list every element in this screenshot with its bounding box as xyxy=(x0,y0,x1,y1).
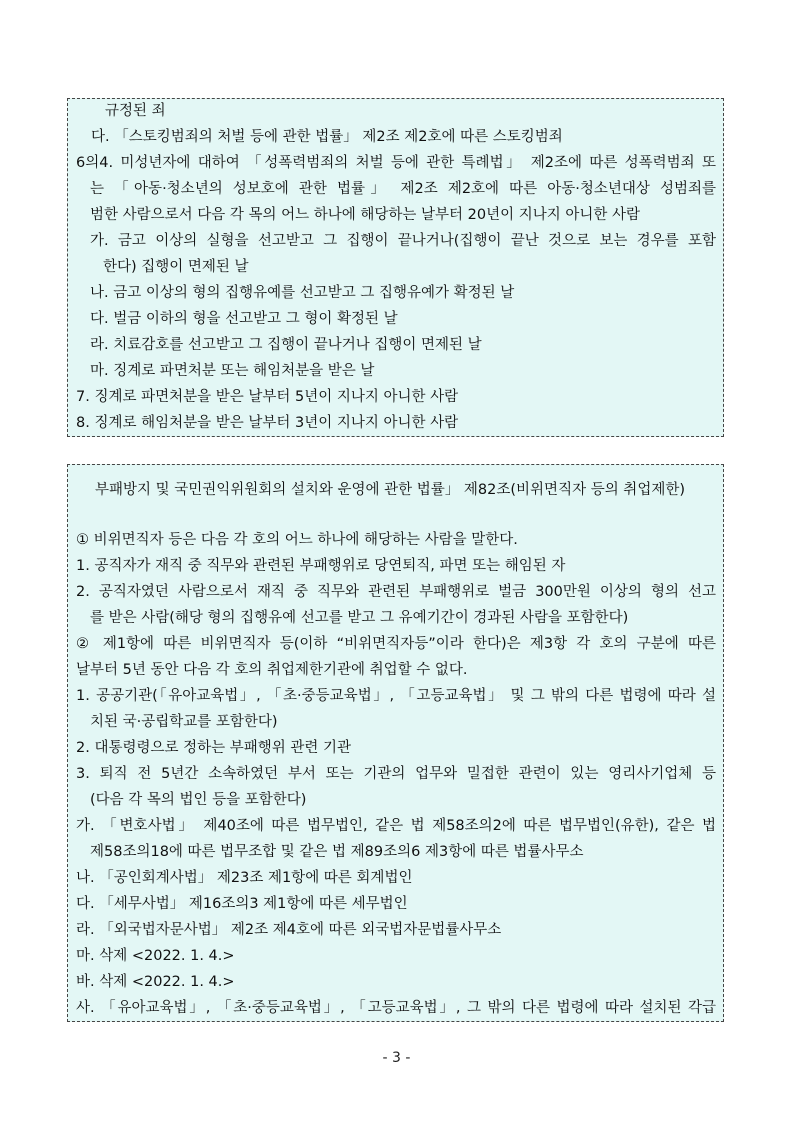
text-line: 치된 국·공립학교를 포함한다) xyxy=(90,714,278,730)
text-line: 마. 삭제 <2022. 1. 4.> xyxy=(76,948,235,964)
text-line: 제58조의18에 따른 법무조합 및 같은 법 제89조의6 제3항에 따른 법률사무소 xyxy=(90,844,584,860)
text-line: 2. 대통령령으로 정하는 부패행위 관련 기관 xyxy=(76,740,351,756)
text-line: 다. 「세무사법」 제16조의3 제1항에 따른 세무법인 xyxy=(76,896,408,912)
text-line: 날부터 5년 동안 다음 각 호의 취업제한기관에 취업할 수 없다. xyxy=(76,662,468,678)
text-line: 범한 사람으로서 다음 각 목의 어느 하나에 해당하는 날부터 20년이 지나지 아니한 사람 xyxy=(90,207,640,223)
text-line: 2. 공직자였던 사람으로서 재직 중 직무와 관련된 부패행위로 벌금 300만원 이상의 형의 선고 xyxy=(76,584,716,600)
text-line: 나. 「공인회계사법」 제23조 제1항에 따른 회계법인 xyxy=(76,870,413,886)
text-line: 8. 징계로 해임처분을 받은 날부터 3년이 지나지 아니한 사람 xyxy=(76,415,459,431)
text-line: 6의4. 미성년자에 대하여 「성폭력범죄의 처벌 등에 관한 특례법」 제2조에 따른 성폭력범죄 또 xyxy=(76,155,716,171)
text-line: 1. 공공기관(「유아교육법」, 「초·중등교육법」, 「고등교육법」 및 그 밖의 다른 법령에 따라 설 xyxy=(76,688,716,704)
text-line: 1. 공직자가 재직 중 직무와 관련된 부패행위로 당연퇴직, 파면 또는 해임된 자 xyxy=(76,558,566,574)
text-line: 는 「아동·청소년의 성보호에 관한 법률」 제2조 제2호에 따른 아동·청소년대상 성범죄를 xyxy=(90,181,716,197)
text-line: ① 비위면직자 등은 다음 각 호의 어느 하나에 해당하는 사람을 말한다. xyxy=(76,532,518,548)
text-line: 를 받은 사람(해당 형의 집행유예 선고를 받고 그 유예기간이 경과된 사람을 포함한다) xyxy=(90,610,629,626)
text-line: 가. 금고 이상의 실형을 선고받고 그 집행이 끝나거나(집행이 끝난 것으로 보는 경우를 포함 xyxy=(90,233,716,249)
text-line: ② 제1항에 따른 비위면직자 등(이하 “비위면직자등”이라 한다)은 제3항 각 호의 구분에 따른 xyxy=(76,636,716,652)
text-line: 다. 「스토킹범죄의 처벌 등에 관한 법률」 제2조 제2호에 따른 스토킹범죄 xyxy=(91,129,563,145)
text-line: 7. 징계로 파면처분을 받은 날부터 5년이 지나지 아니한 사람 xyxy=(76,389,459,405)
text-line: 3. 퇴직 전 5년간 소속하였던 부서 또는 기관의 업무와 밀접한 관련이 있는 영리사기업체 등 xyxy=(76,766,716,782)
section-title: 부패방지 및 국민권익위원회의 설치와 운영에 관한 법률」 제82조(비위면직자 등의 취업제한) xyxy=(95,482,685,498)
text-line: 한다) 집행이 면제된 날 xyxy=(103,259,249,275)
text-line: 가. 「변호사법」 제40조에 따른 법무법인, 같은 법 제58조의2에 따른 법무법인(유한), 같은 법 xyxy=(76,818,716,834)
text-line: 사. 「유아교육법」, 「초·중등교육법」, 「고등교육법」, 그 밖의 다른 법령에 따라 설치된 각급 xyxy=(76,1000,716,1016)
text-line: (다음 각 목의 법인 등을 포함한다) xyxy=(90,792,307,808)
text-line: 바. 삭제 <2022. 1. 4.> xyxy=(76,974,235,990)
text-line: 마. 징계로 파면처분 또는 해임처분을 받은 날 xyxy=(90,363,375,379)
text-line: 라. 치료감호를 선고받고 그 집행이 끝나거나 집행이 면제된 날 xyxy=(90,337,482,353)
text-line: 라. 「외국법자문사법」 제2조 제4호에 따른 외국법자문법률사무소 xyxy=(76,922,502,938)
page-number: - 3 - xyxy=(382,1050,411,1066)
text-line: 나. 금고 이상의 형의 집행유예를 선고받고 그 집행유예가 확정된 날 xyxy=(90,285,515,301)
text-line: 규정된 죄 xyxy=(105,103,166,119)
text-line: 다. 벌금 이하의 형을 선고받고 그 형이 확정된 날 xyxy=(90,311,398,327)
